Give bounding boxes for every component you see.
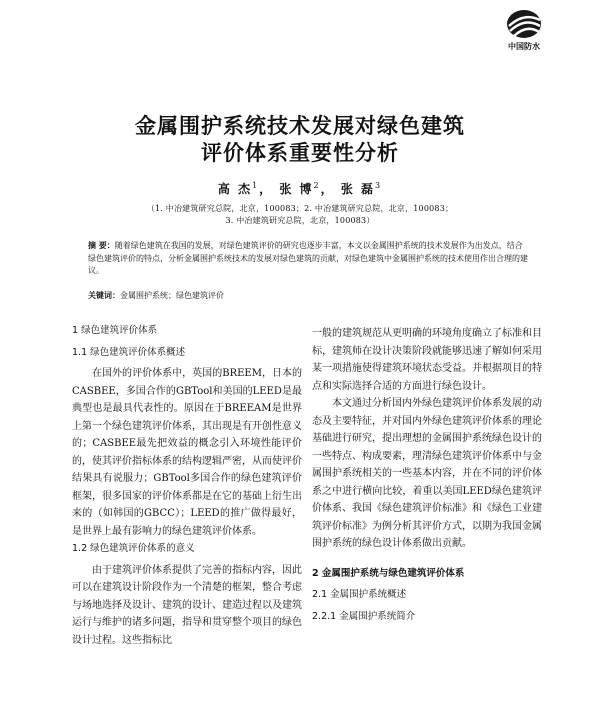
journal-logo xyxy=(500,8,548,52)
abstract xyxy=(88,240,528,278)
left-column xyxy=(72,322,302,649)
author-sup: 3 xyxy=(375,181,383,190)
affiliation-line2: 3. 中冶建筑研究总院，北京，100083） xyxy=(225,216,375,225)
logo-label: 中国防水 xyxy=(508,42,540,51)
abstract-text: 随着绿色建筑在我国的发展，对绿色建筑评价的研究也逐步丰富，本文以金属围护系统的技术发展作为出发点，结合绿色建筑评价的特点，分析金属围护系统技术的发展对绿色建筑的贡献，对绿色建筑中金属围护系统的技术使用作出合理的建议。 xyxy=(88,241,528,275)
section-heading-2-2-1: 2.2.1 金属围护系统简介 xyxy=(312,610,416,622)
section-heading-2-1: 2.1 金属围护系统概述 xyxy=(312,589,407,600)
author-name: 张 磊 xyxy=(340,182,376,196)
paper-title-line1: 金属围护系统技术发展对绿色建筑 xyxy=(135,114,465,138)
body-paragraph: 本文通过分析国内外绿色建筑评价体系发展的动态及主要特征，并对国内外绿色建筑评价体系的理论基础进行研究，提出理想的金属围护系统绿色设计的一些特点、构成要素，理清绿色建筑评价体系中与金属围护系统相关的一些基本内容，并在不同的评价体系之中进行横向比较，着重以美国LEED绿色建筑评价体系、我国《绿色建筑评价标准》和《绿色工业建筑评价标准》为例分析其评价方式，以期为我国金属围护系统的绿色设计体系做出贡献。 xyxy=(312,398,542,549)
globe-logo-icon xyxy=(504,8,544,40)
author-sup: 2 xyxy=(313,181,321,190)
section-heading-1-2: 1.2 绿色建筑评价体系的意义 xyxy=(72,543,195,554)
abstract-label: 摘 要： xyxy=(88,241,115,250)
section-heading-1: 1 绿色建筑评价体系 xyxy=(72,325,158,336)
keywords-text: 金属围护系统；绿色建筑评价 xyxy=(120,291,224,300)
keywords xyxy=(88,290,528,301)
author-list: 高 杰$^1$， 张 博$^2$， 张 磊$^3$ xyxy=(217,181,383,196)
section-heading-2: 2 金属围护系统与绿色建筑评价体系 xyxy=(312,567,465,579)
author-sup: 1 xyxy=(252,181,260,190)
body-paragraph: 在国外的评价体系中，英国的BREEM，日本的CASBEE，多国合作的GBTool和美国的LEED是最典型也是最具代表性的。原因在于BREEAM是世界上第一个绿色建筑评价体系，其出现是有开创性意义的；CASBEE最先把效益的概念引入环境性能评价的，使其评价指标体系的结构逻辑严密，从而使评价结果具有说服力；GBTool多国合作的绿色建筑评价框架，很多国家的评价体系都是在它的基础上衍生出来的（如韩国的GBCC）；LEED的推广做得最好，是世界上最有影响力的绿色建筑评价体系。 xyxy=(72,368,302,537)
author-name: 高 杰 xyxy=(217,182,253,196)
affiliation-line1: （1. 中冶建筑研究总院，北京，100083；2. 中冶建筑研究总院，北京，100083； xyxy=(146,204,454,213)
body-paragraph: 由于建筑评价体系提供了完善的指标内容，因此可以在建筑设计阶段作为一个清楚的框架，整合考虑与场地选择及设计、建筑的设计、建造过程以及建筑运行与维护的诸多问题，指导和贯穿整个项目的绿色设计过程。这些指标比 xyxy=(72,564,302,646)
right-column xyxy=(312,325,542,629)
body-paragraph: 一般的建筑规范从更明确的环境角度确立了标准和目标，建筑师在设计决策阶段就能够迅速了解如何采用某一项措施使得建筑环境状态受益。并根据项目的特点和实际选择合适的方面进行绿色设计。 xyxy=(312,328,542,392)
section-heading-1-1: 1.1 绿色建筑评价体系概述 xyxy=(72,346,186,358)
keywords-label: 关键词： xyxy=(88,291,120,300)
paper-title-line2: 评价体系重要性分析 xyxy=(201,141,399,165)
author-name: 张 博 xyxy=(279,182,314,196)
